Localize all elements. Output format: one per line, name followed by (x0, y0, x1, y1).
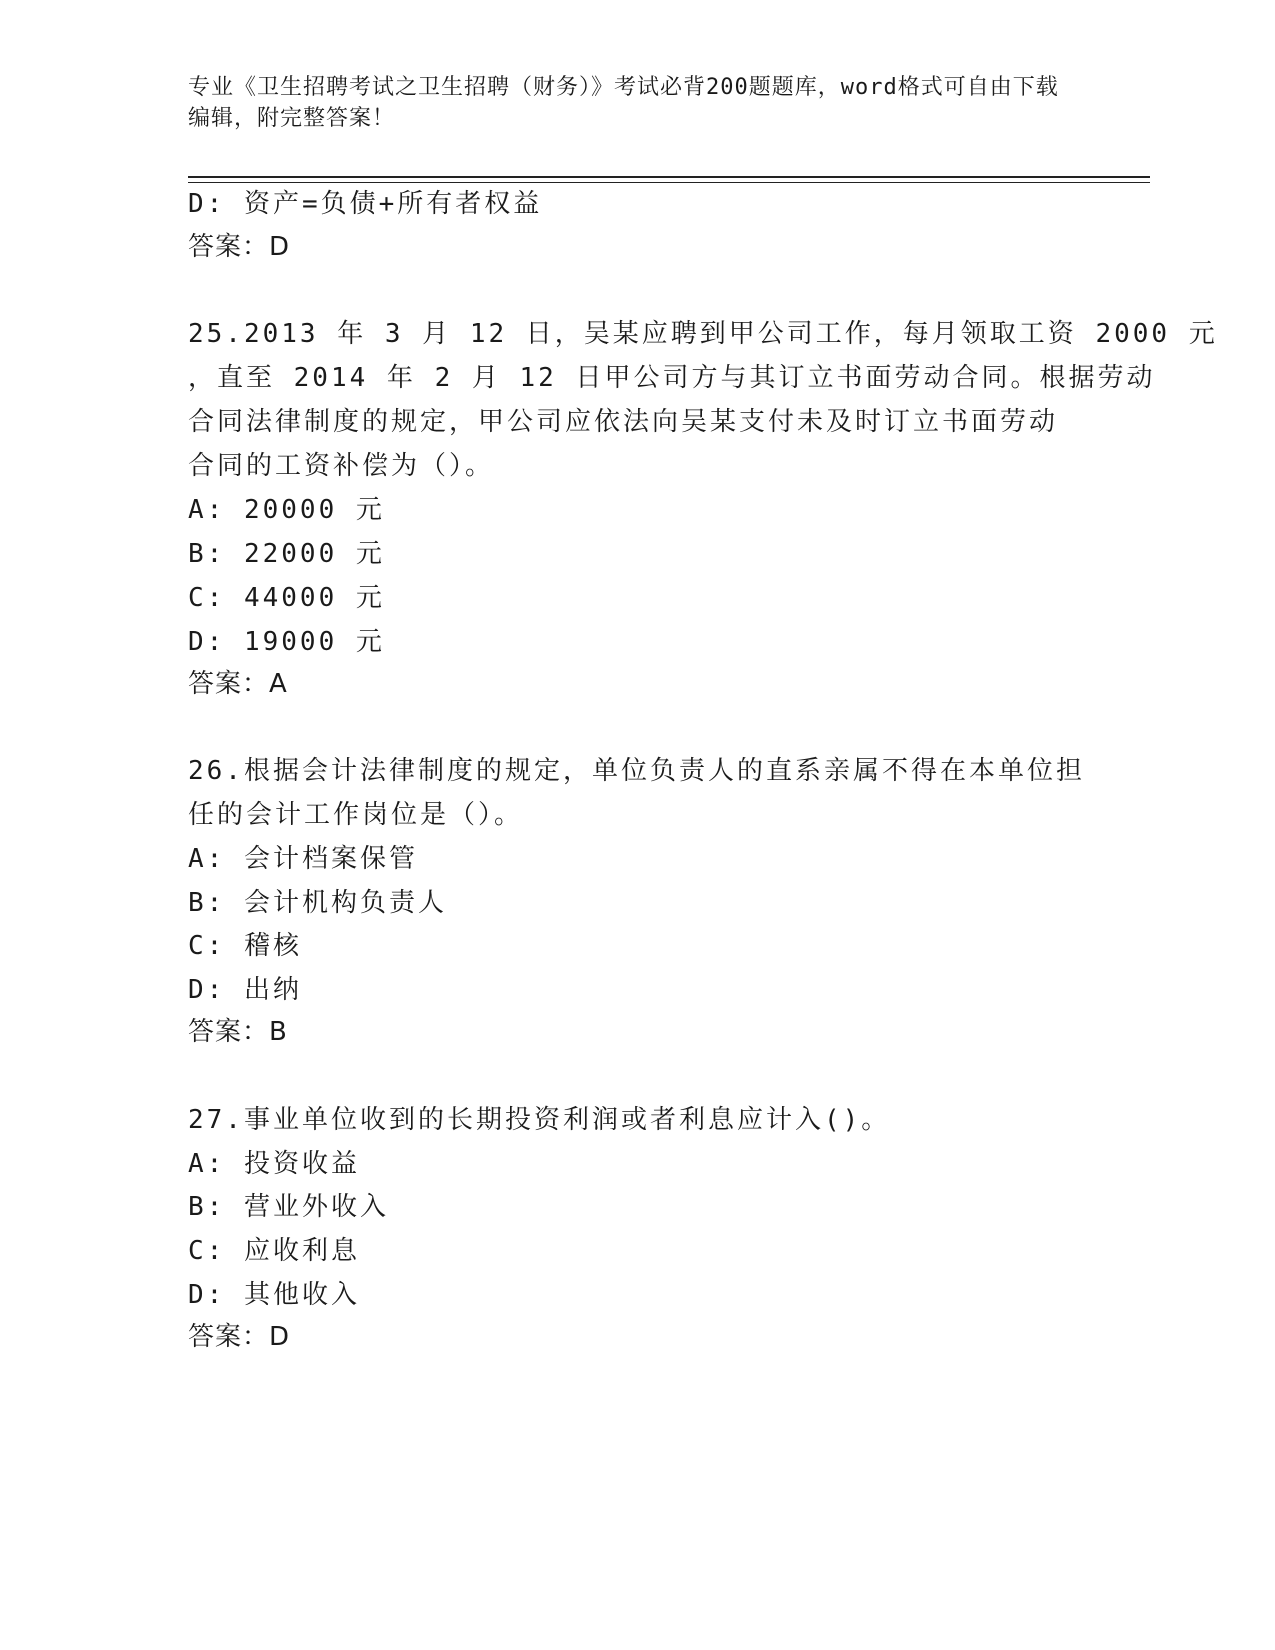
q26-option-b: B: 会计机构负责人 (188, 888, 447, 918)
q25-stem-line-4: 合同的工资补偿为（）。 (188, 451, 495, 481)
q25-stem-line-1: 25.2013 年 3 月 12 日，吴某应聘到甲公司工作，每月领取工资 2000 元 (188, 319, 1218, 349)
q26-stem-line-2: 任的会计工作岗位是（）。 (188, 800, 524, 830)
q25-option-b: B: 22000 元 (188, 539, 385, 569)
q26-option-c: C: 稽核 (188, 931, 302, 961)
header-divider-thick (188, 176, 1150, 178)
q27-option-a: A: 投资收益 (188, 1149, 360, 1179)
q25-answer: 答案：A (188, 669, 288, 699)
q27-option-c: C: 应收利息 (188, 1236, 360, 1266)
q27-stem-line-1: 27.事业单位收到的长期投资利润或者利息应计入()。 (188, 1105, 891, 1135)
header-divider-thin (188, 182, 1150, 183)
q25-stem-line-3: 合同法律制度的规定，甲公司应依法向吴某支付未及时订立书面劳动 (188, 407, 1059, 437)
q26-option-a: A: 会计档案保管 (188, 844, 418, 874)
q25-option-c: C: 44000 元 (188, 583, 385, 613)
q25-option-a: A: 20000 元 (188, 495, 385, 525)
q27-option-d: D: 其他收入 (188, 1280, 360, 1310)
q26-answer: 答案：B (188, 1017, 288, 1047)
prev-answer: 答案：D (188, 232, 291, 262)
q26-option-d: D: 出纳 (188, 975, 302, 1005)
prev-option-d: D: 资产=负债+所有者权益 (188, 189, 543, 219)
q27-answer: 答案：D (188, 1322, 291, 1352)
q25-option-d: D: 19000 元 (188, 627, 385, 657)
q25-stem-line-2: ，直至 2014 年 2 月 12 日甲公司方与其订立书面劳动合同。根据劳动 (188, 363, 1156, 393)
q26-stem-line-1: 26.根据会计法律制度的规定，单位负责人的直系亲属不得在本单位担 (188, 756, 1085, 786)
q27-option-b: B: 营业外收入 (188, 1192, 389, 1222)
document-header: 专业《卫生招聘考试之卫生招聘（财务）》考试必背200题题库，word格式可自由下载编辑，附完整答案！ (188, 75, 1059, 131)
